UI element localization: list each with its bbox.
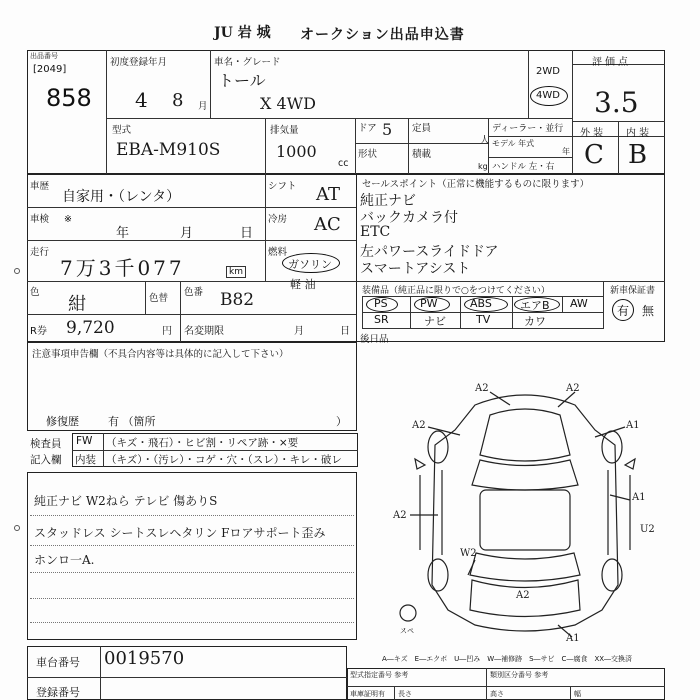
recycle-label: R券	[30, 326, 47, 337]
garage-cert-label: 車庫証明有	[350, 690, 385, 698]
car-name: トール	[218, 71, 266, 90]
mileage-label: 走行	[30, 247, 50, 258]
model-year-label: モデル 年式	[492, 139, 535, 148]
color-change-label: 色替	[149, 293, 169, 304]
name-change-month: 月	[294, 326, 304, 337]
mark-u2-right-rear: U2	[640, 524, 655, 535]
load-unit: kg	[478, 162, 488, 171]
warranty-yes: 有	[617, 304, 630, 318]
registration-year: 4	[135, 88, 148, 112]
inspector-row2-head: 内装	[75, 454, 96, 466]
repair-label: 修復歴	[46, 415, 79, 428]
doors-value: 5	[382, 120, 393, 139]
color-code: B82	[220, 290, 255, 310]
sales-point-4: 左パワースライドドア	[360, 244, 499, 260]
eq-ps: PS	[374, 297, 388, 310]
warranty-no: 無	[642, 304, 655, 318]
registration-label: 初度登録年月	[110, 57, 168, 68]
shift-label: シフト	[268, 181, 297, 192]
aircon-value: AC	[314, 214, 341, 235]
inspection-mark: ※	[64, 214, 72, 225]
interior-label: 内 装	[626, 128, 650, 139]
mark-a2-left-fender: A2	[412, 420, 426, 431]
inspector-label: 検査員	[30, 438, 62, 450]
displacement-value: 1000	[276, 142, 317, 161]
usage-value: 自家用・（レンタ）	[62, 189, 181, 205]
punch-hole	[14, 525, 20, 531]
after-items-label: 後日品	[360, 334, 389, 345]
model-value: EBA-M910S	[116, 140, 221, 160]
car-grade: X 4WD	[260, 94, 316, 113]
diagram-legend: A―キズ E―エクボ U―凹み W―補修跡 S―サビ C―腐食 XX―交換済	[382, 655, 633, 663]
inspector-row1: （キズ・飛石）・ヒビ割・リペア跡・×要	[106, 437, 299, 449]
eq-tv: TV	[476, 313, 491, 326]
color-code-label: 色番	[184, 287, 204, 298]
eq-sr: SR	[374, 313, 389, 326]
header-prefix: JU 岩 城	[214, 25, 271, 41]
name-change-day: 日	[340, 326, 350, 337]
score-value: 3.5	[594, 86, 639, 119]
handwritten-note-3: ホンロ一A.	[34, 553, 95, 567]
usage-label: 車歴	[30, 181, 50, 192]
drive-2wd: 2WD	[536, 66, 560, 77]
mark-a1-rear-bumper: A1	[566, 633, 580, 644]
eq-aw: AW	[570, 297, 588, 310]
model-label: 型式	[112, 125, 132, 136]
mark-a2-front-right: A2	[566, 383, 580, 394]
displacement-label: 排気量	[270, 125, 299, 136]
length-label: 長さ	[398, 690, 412, 698]
fuel-diesel: 軽 油	[290, 278, 316, 291]
inspection-month: 月	[180, 226, 194, 241]
color-label: 色	[30, 287, 40, 298]
mark-a1-right-door: A1	[632, 492, 646, 503]
lot-id: [2049]	[33, 64, 67, 75]
frame-label: 車台番号	[36, 656, 80, 669]
repair-end: ）	[336, 415, 347, 428]
color-value: 紺	[68, 294, 86, 315]
mark-a2-left-door: A2	[393, 510, 407, 521]
aircon-label: 冷房	[268, 214, 288, 225]
warranty-label: 新車保証書	[610, 286, 656, 296]
fuel-gasoline: ガソリン	[288, 258, 332, 271]
reg-number-label: 登録番号	[36, 686, 80, 699]
mark-a2-front-left: A2	[475, 383, 489, 394]
shape-label: 形状	[358, 149, 378, 160]
drive-4wd: 4WD	[536, 90, 560, 101]
registration-month-unit: 月	[198, 101, 208, 112]
eq-pw: PW	[420, 297, 438, 310]
exterior-score: C	[584, 140, 604, 170]
eq-navi: ナビ	[424, 315, 446, 328]
repair-value: 有 （箇所	[108, 415, 156, 428]
sales-point-3: ETC	[360, 224, 391, 240]
type-designation-label: 型式指定番号 参考	[350, 671, 409, 679]
sales-points-label: セールスポイント（正常に機能するものに限ります）	[362, 179, 590, 190]
sales-point-5: スマートアシスト	[360, 261, 471, 277]
eq-airbag: エアB	[520, 299, 550, 312]
lot-number: 858	[46, 84, 92, 112]
recycle-unit: 円	[162, 326, 172, 337]
mileage-value: 7万3千077	[60, 256, 185, 280]
model-year-unit: 年	[562, 147, 570, 156]
score-label: 評価点	[592, 57, 631, 68]
mark-a1-right-fender: A1	[626, 420, 640, 431]
displacement-unit: cc	[338, 158, 349, 169]
dealer-label: ディーラー・並行	[492, 124, 564, 134]
mark-a2-tailgate: A2	[516, 590, 530, 601]
notes-label: 注意事項申告欄（不具合内容等は具体的に記入して下さい）	[32, 349, 289, 360]
inspection-year: 年	[116, 226, 130, 241]
shift-value: AT	[316, 184, 341, 205]
fuel-label: 燃料	[268, 247, 288, 258]
handwritten-note-1: 純正ナビ W2ねら テレビ 傷ありS	[34, 494, 218, 508]
width-label: 幅	[574, 690, 581, 698]
sales-point-2: バックカメラ付	[360, 210, 458, 226]
load-label: 積載	[412, 149, 432, 160]
spare-label: スペ	[400, 627, 414, 635]
eq-abs: ABS	[470, 297, 492, 310]
doors-label: ドア	[358, 123, 377, 134]
inspection-day: 日	[240, 226, 254, 241]
recycle-value: 9,720	[66, 318, 115, 338]
fill-label: 記入欄	[30, 454, 62, 466]
car-damage-diagram	[380, 375, 670, 660]
exterior-label: 外 装	[580, 128, 604, 139]
capacity-label: 定員	[412, 123, 432, 134]
inspector-row2: （キズ）・（汚レ）・コゲ・穴・（スレ）・キレ・破レ	[106, 454, 342, 466]
punch-hole	[14, 268, 20, 274]
equipment-label: 装備品（純正品に限りで○をつけてください）	[362, 286, 550, 296]
frame-value: 0019570	[104, 648, 185, 669]
capacity-unit: 人	[480, 135, 490, 146]
height-label: 高さ	[490, 690, 504, 698]
inspector-row1-head: FW	[76, 435, 93, 447]
car-name-label: 車名・グレード	[214, 57, 281, 68]
class-number-label: 類別区分番号 参考	[490, 671, 549, 679]
handle-label: ハンドル 左・右	[492, 162, 555, 172]
handwritten-note-2: スタッドレス シートスレヘタリン Fロアサポート歪み	[34, 526, 326, 540]
mileage-unit: km	[226, 266, 246, 278]
interior-score: B	[628, 140, 648, 170]
sales-point-1: 純正ナビ	[360, 193, 416, 209]
eq-leather: カワ	[524, 315, 546, 328]
mark-w2-rear: W2	[460, 548, 477, 559]
inspection-label: 車検	[30, 214, 50, 225]
lot-corner-label: 出品番号	[30, 52, 58, 60]
registration-month: 8	[172, 90, 184, 111]
name-change-label: 名変期限	[184, 326, 224, 337]
header-title: オークション出品申込書	[300, 27, 465, 43]
